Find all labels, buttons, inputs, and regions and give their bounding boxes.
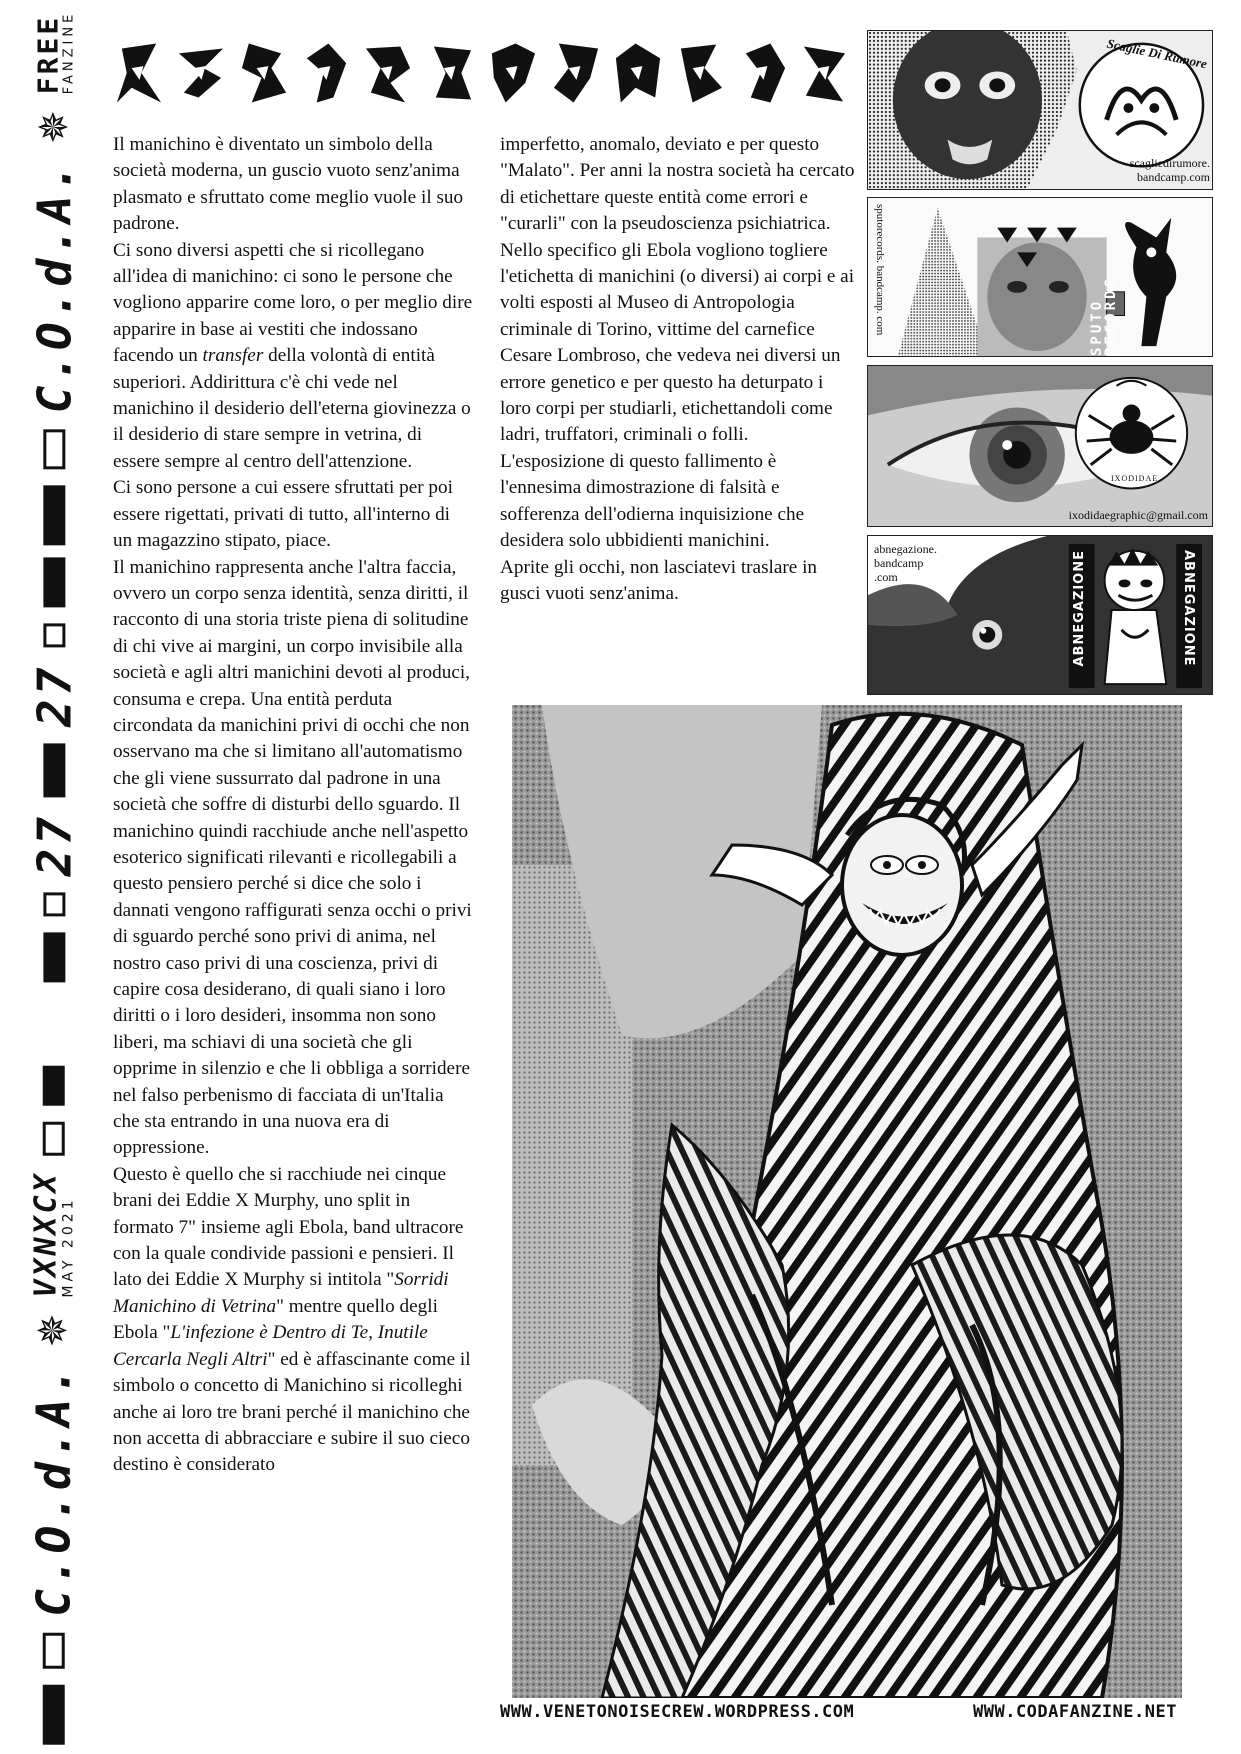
scaglie-url[interactable]: scagliedirumore. bandcamp.com bbox=[1129, 156, 1210, 184]
side-bar bbox=[43, 743, 65, 797]
paragraph: Il manichino è diventato un simbolo della società moderna, un guscio vuoto senz'anima plasmato e sfruttato come meglio vuole il suo padrone. bbox=[113, 134, 464, 235]
paragraph: Il manichino rappresenta anche l'altra faccia, ovvero un corpo senza identità, senza diritti, il racconto di una storia triste piena di solitudine di chi vive ai margini, un corpo invisibile alla società e agli altri manichini devoti al produci, consuma e crepa. Una entità perduta circondata da manichini privi di occhi che non osservano ma che si limitano all'automatismo che gli viene sussurrato dal padrone in una società che soffre di disturbi dello sguardo. Il manichino quindi racchiude anche nell'aspetto esoterico significati rilevanti e ricollegabili a questo pensiero perché si dice che solo i dannati vengono raffigurati senza occhi o privi di sguardo perché sono privi di anima, nel nostro caso privi di una coscienza, privi di capire cosa desiderano, di quali siano i loro diritti o i loro desideri, insomma non sono liberi, ma schiavi di una società che gli opprime in silenzio e che li obbliga a sorridere nel falso perbenismo di facciata di un'Italia che sta entrando in una nuova era di oppressione. bbox=[113, 556, 472, 1159]
title-glyph bbox=[112, 38, 166, 108]
side-bar bbox=[43, 932, 65, 982]
side-bar bbox=[43, 1121, 65, 1155]
ad-abnegazione[interactable] bbox=[867, 535, 1213, 695]
sputo-artwork-image bbox=[868, 198, 1212, 356]
ad-sputo-records[interactable] bbox=[867, 197, 1213, 357]
collage-artwork bbox=[502, 705, 1200, 1698]
title-glyph bbox=[611, 38, 665, 108]
side-bar bbox=[43, 1633, 65, 1669]
ixodidae-brand: IXODIDAE bbox=[1111, 474, 1159, 483]
title-glyph bbox=[237, 38, 291, 108]
title-glyph bbox=[549, 38, 603, 108]
ixodidae-email[interactable]: ixodidaegraphic@gmail.com bbox=[1068, 508, 1208, 522]
free-label: FREE bbox=[30, 14, 64, 95]
article-column-left bbox=[113, 132, 473, 1479]
paragraph: Questo è quello che si racchiude nei cinque brani dei Eddie X Murphy, uno split in formato 7" insieme agli Ebola, band ultracore con la quale condivide passioni e pensieri. Il lato dei Eddie X Murphy si intitola "Sorridi Manichino di Vetrina" mentre quello degli Ebola "L'infezione è Dentro di Te, Inutile Cercarla Negli Altri" ed è affascinante come il simbolo o concetto di Manichino si ricolleghi anche ai loro tre brani perché il manichino che non accetta di abbracciare e subire il suo cieco destino è considerato bbox=[113, 1163, 471, 1476]
paragraph: Nello specifico gli Ebola vogliono togliere l'etichetta di manichini (o diversi) ai corpi e ai volti esposti al Museo di Antropologia criminale di Torino, vittime del carnefice Cesare Lombroso, che vedeva nei diversi un errore genetico e per questo ha deturpato i loro corpi per studiarli, etichettandoli come ladri, truffatori, criminali o folli. L'esposizione di questo fallimento è l'ennesima dimostrazione di falsità e sofferenza dell'odierna inquisizione che desidera solo ubbidienti manichini. bbox=[500, 239, 855, 552]
title-glyph bbox=[798, 38, 852, 108]
title-glyph bbox=[299, 38, 353, 108]
issue-number: 27 bbox=[27, 813, 81, 877]
side-block-issue bbox=[26, 580, 82, 960]
italic-term: transfer bbox=[202, 345, 264, 367]
ad-ixodidae[interactable] bbox=[867, 365, 1213, 527]
side-bar bbox=[43, 1685, 65, 1745]
chaos-star-icon: ✵ bbox=[31, 110, 78, 144]
paragraph: Aprite gli occhi, non lasciatevi traslare in gusci vuoti senz'anima. bbox=[500, 556, 818, 604]
sputo-url[interactable]: sputorecords. bandcamp. com bbox=[874, 204, 886, 336]
side-bar bbox=[43, 485, 65, 545]
title-glyph bbox=[361, 38, 415, 108]
title-glyph bbox=[174, 38, 228, 108]
date-label bbox=[29, 1171, 78, 1298]
side-bar bbox=[43, 624, 65, 648]
title-glyph bbox=[673, 38, 727, 108]
free-fanzine-label bbox=[30, 10, 76, 95]
side-logo-bottom: C.O.d.A. bbox=[27, 1363, 82, 1617]
fanzine-label: FANZINE bbox=[60, 10, 76, 95]
side-strip bbox=[26, 10, 82, 1735]
footer-link-venetonoisecrew[interactable]: WWW.VENETONOISECREW.WORDPRESS.COM bbox=[500, 1702, 855, 1722]
side-bar bbox=[43, 892, 65, 916]
title-glyph bbox=[424, 38, 478, 108]
abnegazione-brand-left: ABNEGAZIONE bbox=[1072, 550, 1087, 667]
song-title: L'infezione è Dentro di Te, Inutile Cercarla Negli Altri bbox=[113, 1322, 428, 1370]
paragraph: Ci sono persone a cui essere sfruttati per poi essere rigettati, privati di tutto, all'interno di un magazzino stipato, piace. bbox=[113, 477, 453, 552]
title-glyph bbox=[736, 38, 790, 108]
side-block-top bbox=[26, 10, 82, 490]
scaglie-brand: Scaglie Di Rumore bbox=[1105, 35, 1209, 72]
abnegazione-brand-right: ABNEGAZIONE bbox=[1181, 550, 1196, 667]
eye-artwork-image bbox=[868, 366, 1212, 526]
paragraph: imperfetto, anomalo, deviato e per questo "Malato". Per anni la nostra società ha cercato di etichettare queste entità come errori e "curarli" con la pseudoscienza psichiatrica. bbox=[500, 134, 855, 235]
side-bar bbox=[43, 1065, 65, 1105]
decorative-title bbox=[112, 32, 852, 114]
side-bar bbox=[43, 558, 65, 608]
side-bar bbox=[43, 429, 65, 469]
paragraph: Ci sono diversi aspetti che si ricollegano all'idea di manichino: ci sono le persone che vogliono apparire come loro, o per meglio dire apparire in base ai vestiti che indossano facendo un transfer della volontà di entità superiori. Addirittura c'è chi vede nel manichino il desiderio dell'eterna giovinezza o il desiderio di stare sempre in vetrina, di essere sempre al centro dell'attenzione. bbox=[113, 239, 473, 472]
date-month: MAY 2021 bbox=[61, 1196, 78, 1298]
mannequin-collage-image bbox=[502, 705, 1200, 1698]
footer-link-codafanzine[interactable]: WWW.CODAFANZINE.NET bbox=[973, 1702, 1177, 1722]
chaos-star-icon: ✵ bbox=[31, 1313, 78, 1348]
article-column-right bbox=[500, 132, 855, 607]
side-block-bottom bbox=[26, 1080, 82, 1730]
sputo-brand: SPUTO RECORDS bbox=[1089, 275, 1119, 356]
abnegazione-url[interactable]: abnegazione. bandcamp .com bbox=[874, 542, 937, 584]
date-code: VXNXCX bbox=[29, 1171, 65, 1298]
song-title: Sorridi Manichino di Vetrina bbox=[113, 1269, 449, 1317]
title-glyph bbox=[486, 38, 540, 108]
side-logo: C.O.d.A. bbox=[27, 159, 82, 414]
issue-number-repeat: 27 bbox=[27, 663, 81, 727]
ad-scaglie-di-rumore[interactable] bbox=[867, 30, 1213, 190]
